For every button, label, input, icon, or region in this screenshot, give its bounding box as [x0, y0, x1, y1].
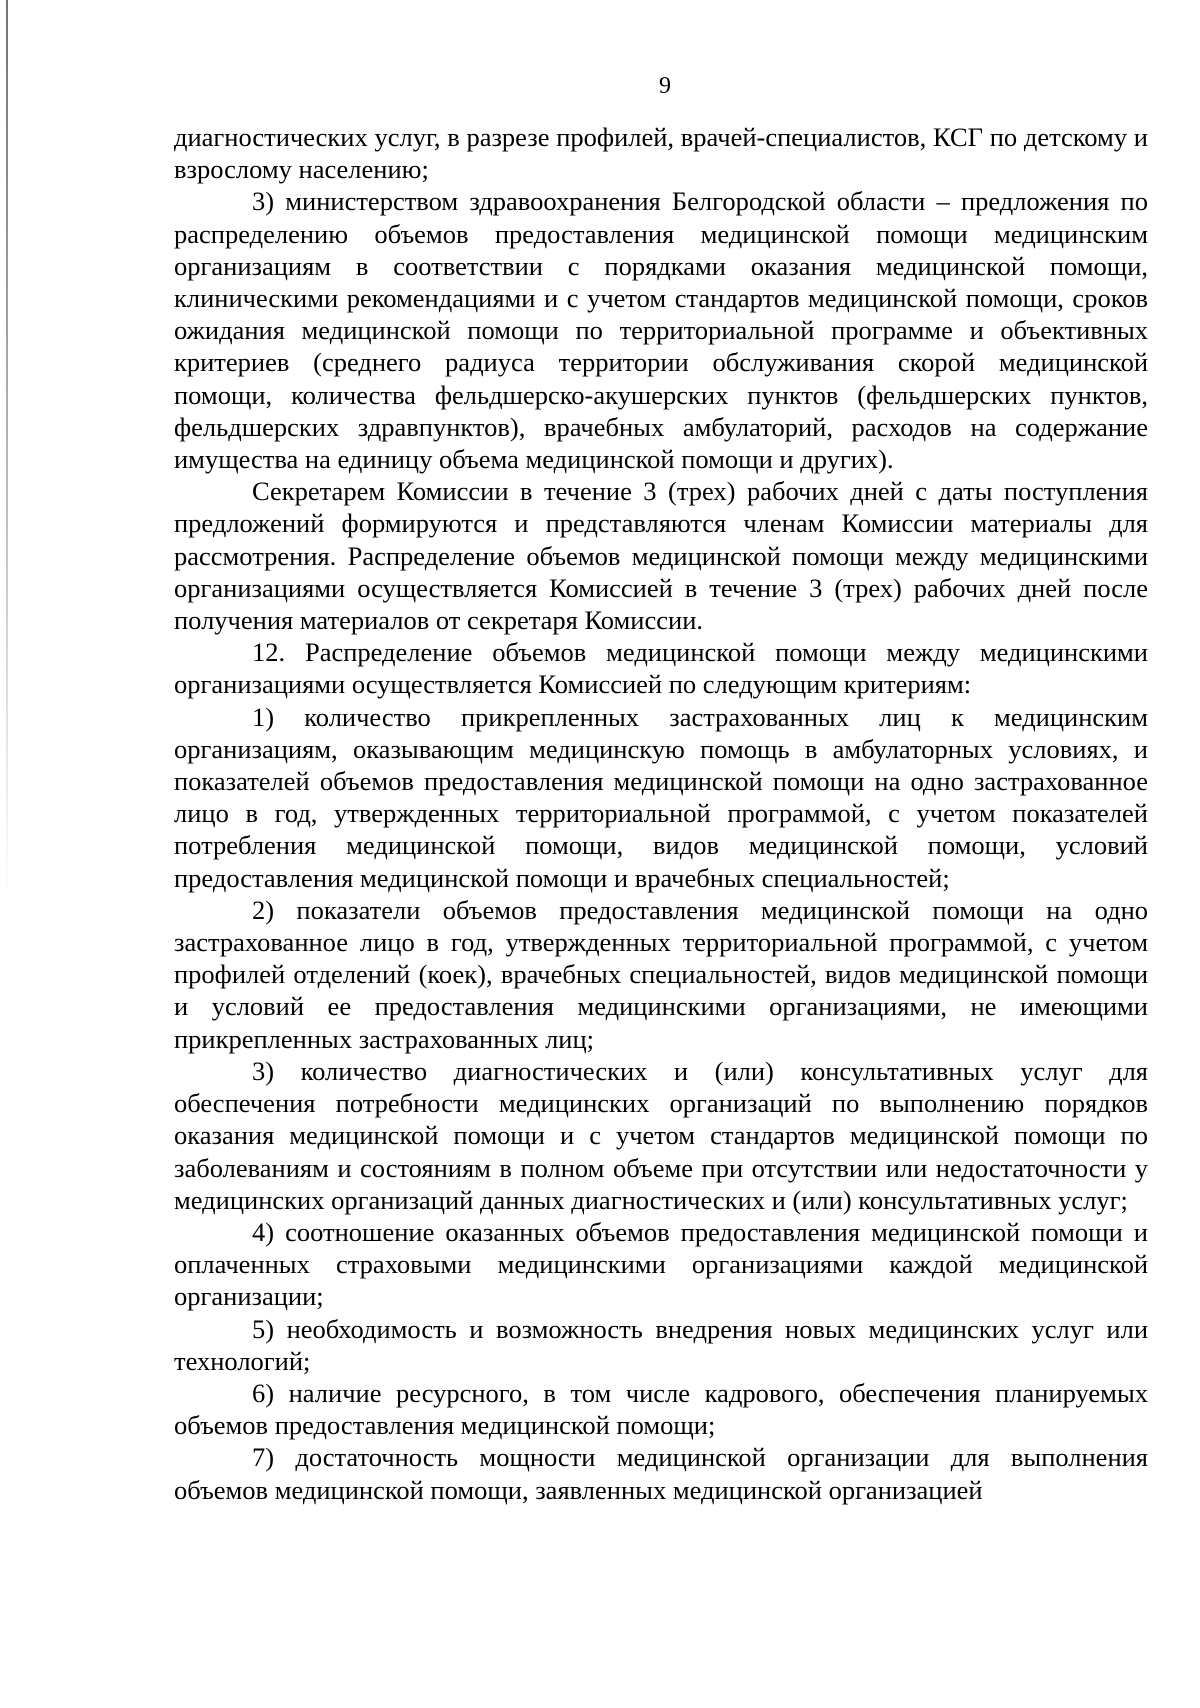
paragraph-secretary: Секретарем Комиссии в течение 3 (трех) рабочих дней с даты поступления предложений формируются и представляются членам Комиссии материалы для рассмотрения. Распределение объемов медицинской помощи между медицинскими организациями осуществляется Комиссией в течение 3 (трех) рабочих дней после получения материалов от секретаря Комиссии.	[174, 476, 1148, 636]
paragraph-item-3-ministry: 3) министерством здравоохранения Белгородской области – предложения по распределению объемов предоставления медицинской помощи медицинским организациям в соответствии с порядками оказания медицинской помощи, клиническими рекомендациями и с учетом стандартов медицинской помощи, сроков ожидания медицинской помощи по территориальной программе и объективных критериев (среднего радиуса территории обслуживания скорой медицинской помощи, количества фельдшерско-акушерских пунктов (фельдшерских пунктов, фельдшерских здравпунктов), врачебных амбулаторий, расходов на содержание имущества на единицу объема медицинской помощи и других).	[174, 186, 1148, 475]
page-number: 9	[659, 73, 671, 99]
scan-edge-shadow	[6, 0, 8, 900]
paragraph-criterion-2: 2) показатели объемов предоставления медицинской помощи на одно застрахованное лицо в год, утвержденных территориальной программой, с учетом профилей отделений (коек), врачебных специальностей, видов медицинской помощи и условий ее предоставления медицинскими организациями, не имеющими прикрепленных застрахованных лиц;	[174, 894, 1148, 1054]
paragraph-section-12: 12. Распределение объемов медицинской помощи между медицинскими организациями осуществляется Комиссией по следующим критериям:	[174, 637, 1148, 700]
paragraph-criterion-1: 1) количество прикрепленных застрахованных лиц к медицинским организациям, оказывающим медицинскую помощь в амбулаторных условиях, и показателей объемов предоставления медицинской помощи на одно застрахованное лицо в год, утвержденных территориальной программой, с учетом показателей потребления медицинской помощи, видов медицинской помощи, условий предоставления медицинской помощи и врачебных специальностей;	[174, 701, 1148, 893]
document-body	[174, 121, 1148, 1506]
paragraph-continuation: диагностических услуг, в разрезе профилей, врачей-специалистов, КСГ по детскому и взрослому населению;	[174, 122, 1148, 185]
paragraph-criterion-6: 6) наличие ресурсного, в том числе кадрового, обеспечения планируемых объемов предоставления медицинской помощи;	[174, 1377, 1148, 1441]
paragraph-criterion-3: 3) количество диагностических и (или) консультативных услуг для обеспечения потребности медицинских организаций по выполнению порядков оказания медицинской помощи и с учетом стандартов медицинской помощи по заболеваниям и состояниям в полном объеме при отсутствии или недостаточности у медицинских организаций данных диагностических и (или) консультативных услуг;	[174, 1055, 1148, 1215]
paragraph-criterion-4: 4) соотношение оказанных объемов предоставления медицинской помощи и оплаченных страховыми медицинскими организациями каждой медицинской организации;	[174, 1216, 1148, 1312]
paragraph-criterion-5: 5) необходимость и возможность внедрения новых медицинских услуг или технологий;	[174, 1313, 1148, 1376]
paragraph-criterion-7: 7) достаточность мощности медицинской организации для выполнения объемов медицинской помощи, заявленных медицинской организацией	[174, 1442, 1148, 1505]
